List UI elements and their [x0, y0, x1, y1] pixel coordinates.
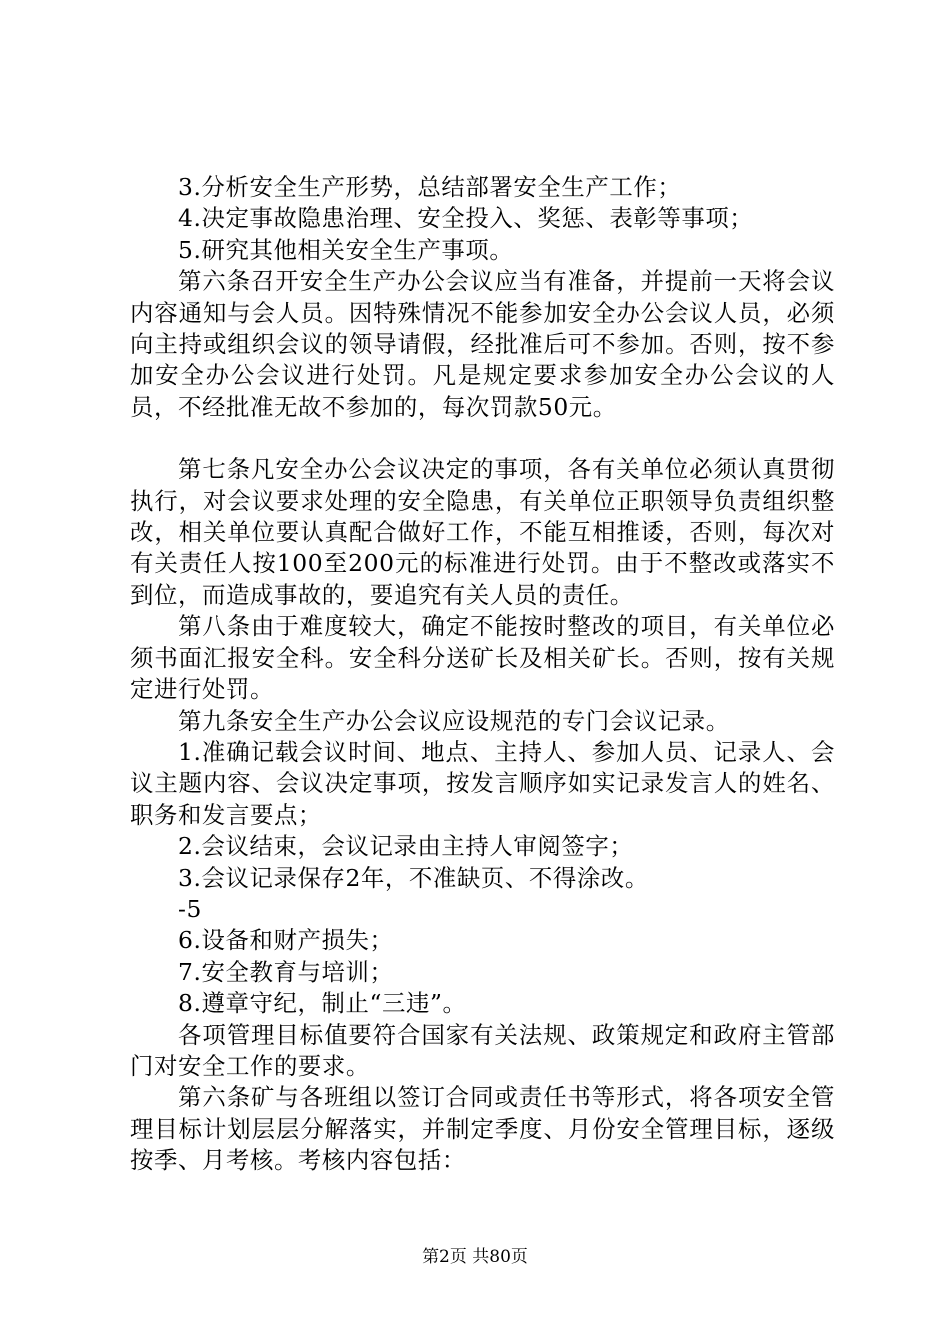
paragraph: 第九条安全生产办公会议应设规范的专门会议记录。: [178, 706, 730, 735]
paragraph: 第六条矿与各班组以签订合同或责任书等形式，将各项安全管理目标计划层层分解落实，并制定季度、月份安全管理目标，逐级按季、月考核。考核内容包括：: [130, 1083, 835, 1175]
paragraph: 2.会议结束，会议记录由主持人审阅签字；: [178, 832, 634, 861]
paragraph: 5.研究其他相关安全生产事项。: [178, 235, 514, 264]
paragraph: 3.分析安全生产形势，总结部署安全生产工作；: [178, 173, 682, 201]
paragraph: 1.准确记载会议时间、地点、主持人、参加人员、记录人、会议主题内容、会议决定事项，按发言顺序如实记录发言人的姓名、职务和发言要点；: [130, 737, 835, 829]
paragraph: 第六条召开安全生产办公会议应当有准备，并提前一天将会议内容通知与会人员。因特殊情况不能参加安全办公会议人员，必须向主持或组织会议的领导请假，经批准后可不参加。否则，按不参加安全办公会议进行处罚。凡是规定要求参加安全办公会议的人员，不经批准无故不参加的，每次罚款50元。: [130, 267, 835, 421]
paragraph: 第八条由于难度较大，确定不能按时整改的项目，有关单位必须书面汇报安全科。安全科分送矿长及相关矿长。否则，按有关规定进行处罚。: [130, 612, 835, 704]
page-footer: 第2页 共80页: [422, 1247, 528, 1267]
document-body: [130, 172, 835, 1177]
page-fragment-marker: -5: [178, 894, 202, 923]
paragraph: 6.设备和财产损失；: [178, 926, 394, 955]
paragraph: 8.遵章守纪，制止“三违”。: [178, 989, 467, 1018]
paragraph: 7.安全教育与培训；: [178, 957, 394, 986]
paragraph: 第七条凡安全办公会议决定的事项，各有关单位必须认真贯彻执行，对会议要求处理的安全隐患，有关单位正职领导负责组织整改，相关单位要认真配合做好工作，不能互相推诿，否则，每次对有关责任人按100至200元的标准进行处罚。由于不整改或落实不到位，而造成事故的，要追究有关人员的责任。: [130, 455, 835, 609]
paragraph: 各项管理目标值要符合国家有关法规、政策规定和政府主管部门对安全工作的要求。: [130, 1020, 835, 1080]
paragraph: 4.决定事故隐患治理、安全投入、奖惩、表彰等事项；: [178, 204, 754, 233]
paragraph: 3.会议记录保存2年，不准缺页、不得涂改。: [178, 863, 649, 892]
